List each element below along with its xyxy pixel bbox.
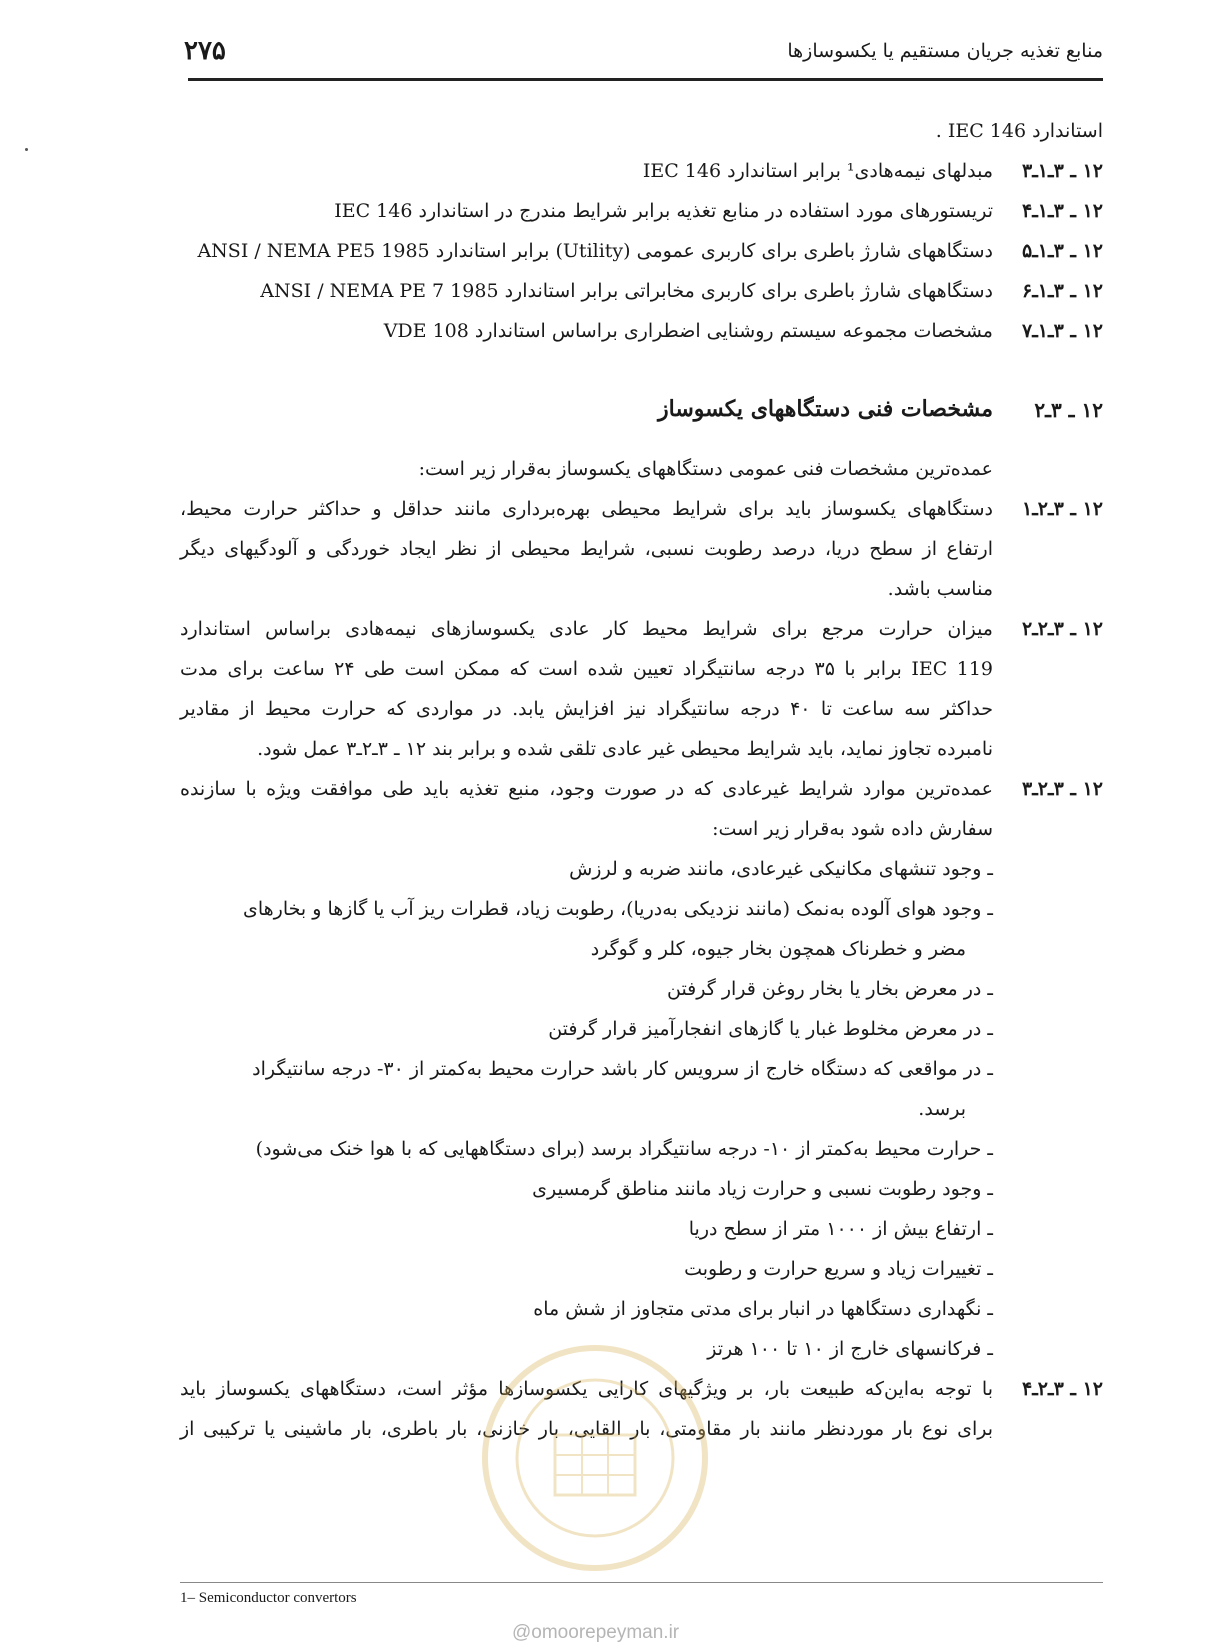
- section-number: ۱۲ ـ ۳ـ۲: [1034, 398, 1103, 422]
- paragraph-line: دستگاههای یکسوساز باید برای شرایط محیطی بهره‌برداری مانند حداقل و حداکثر حرارت محیط،: [180, 498, 993, 520]
- list-item-number: ۱۲ ـ ۳ـ۱ـ۷: [1021, 320, 1103, 342]
- footer-watermark-url: @omoorepeyman.ir: [512, 1622, 680, 1643]
- bullet-item-continuation: مضر و خطرناک همچون بخار جیوه، کلر و گوگرد: [590, 938, 966, 960]
- bullet-item: ـ وجود تنشهای مکانیکی غیرعادی، مانند ضربه و لرزش: [569, 858, 993, 880]
- bullet-item: ـ در معرض مخلوط غبار یا گازهای انفجارآمیز قرار گرفتن: [548, 1018, 993, 1040]
- footnote-rule: [180, 1582, 1103, 1583]
- footnote: 1– Semiconductor convertors: [180, 1590, 357, 1606]
- bullet-item: ـ نگهداری دستگاهها در انبار برای مدتی متجاوز از شش ماه: [533, 1298, 993, 1320]
- paragraph-line: نامبرده تجاوز نماید، باید شرایط محیطی غیر عادی تلقی شده و برابر بند ۱۲ ـ ۳ـ۲ـ۳ عمل شود.: [257, 738, 993, 760]
- bullet-item: ـ ارتفاع بیش از ۱۰۰۰ متر از سطح دریا: [688, 1218, 993, 1240]
- item-number: ۱۲ ـ ۳ـ۲ـ۴: [1021, 1378, 1103, 1400]
- paragraph-line: عمده‌ترین موارد شرایط غیرعادی که در صورت وجود، منبع تغذیه باید طی موافقت ویژه با سازنده: [180, 778, 993, 800]
- paragraph-line: ارتفاع از سطح دریا، درصد رطوبت نسبی، شرایط محیطی از نظر ایجاد خوردگی و آلودگیهای دیگر: [180, 538, 993, 560]
- paragraph-line: برای نوع بار موردنظر مانند بار مقاومتی، بار القایی، بار خازنی، بار باطری، بار ماشینی یا ترکیبی از: [180, 1418, 993, 1440]
- bullet-item: ـ در معرض بخار یا بخار روغن قرار گرفتن: [666, 978, 993, 1000]
- intro-line: استاندارد IEC 146 .: [935, 120, 1103, 142]
- running-header-title: منابع تغذیه جریان مستقیم یا یکسوسازها: [787, 40, 1103, 62]
- list-item-text: دستگاههای شارژ باطری برای کاربری مخابراتی برابر استاندارد ANSI / NEMA PE 7 1985: [260, 280, 993, 302]
- paragraph-line: حداکثر سه ساعت تا ۴۰ درجه سانتیگراد نیز افزایش یابد. در مواردی که حرارت محیط از مقادیر: [180, 698, 993, 720]
- bullet-item: ـ تغییرات زیاد و سریع حرارت و رطوبت: [684, 1258, 993, 1280]
- bullet-item: ـ وجود رطوبت نسبی و حرارت زیاد مانند مناطق گرمسیری: [532, 1178, 993, 1200]
- header-rule: [188, 78, 1103, 81]
- bullet-item: ـ وجود هوای آلوده به‌نمک (مانند نزدیکی به‌دریا)، رطوبت زیاد، قطرات ریز آب یا گازها و بخارهای: [243, 898, 993, 920]
- list-item-text: مشخصات مجموعه سیستم روشنایی اضطراری براساس استاندارد VDE 108: [383, 320, 993, 342]
- list-item-text: تریستورهای مورد استفاده در منابع تغذیه برابر شرایط مندرج در استاندارد IEC 146: [334, 200, 993, 222]
- item-number: ۱۲ ـ ۳ـ۲ـ۳: [1021, 778, 1103, 800]
- list-item-text: دستگاههای شارژ باطری برای کاربری عمومی (Utility) برابر استاندارد ANSI / NEMA PE5 1985: [197, 240, 993, 262]
- paragraph-line: با توجه به‌این‌که طبیعت بار، بر ویژگیهای کارایی یکسوسازها مؤثر است، دستگاههای یکسوساز باید: [180, 1378, 993, 1400]
- paragraph-line: مناسب باشد.: [887, 578, 993, 600]
- list-item-number: ۱۲ ـ ۳ـ۱ـ۶: [1021, 280, 1103, 302]
- paragraph-line: میزان حرارت مرجع برای شرایط محیط کار عادی یکسوسازهای نیمه‌هادی براساس استاندارد: [180, 618, 993, 640]
- bullet-item: ـ حرارت محیط به‌کمتر از ۱۰- درجه سانتیگراد برسد (برای دستگاههایی که با هوا خنک می‌شود): [255, 1138, 993, 1160]
- item-number: ۱۲ ـ ۳ـ۲ـ۲: [1021, 618, 1103, 640]
- paragraph-line: سفارش داده شود به‌قرار زیر است:: [712, 818, 993, 840]
- list-item-number: ۱۲ ـ ۳ـ۱ـ۵: [1021, 240, 1103, 262]
- list-item-number: ۱۲ ـ ۳ـ۱ـ۴: [1021, 200, 1103, 222]
- item-number: ۱۲ ـ ۳ـ۲ـ۱: [1021, 498, 1103, 520]
- bullet-item: ـ در مواقعی که دستگاه خارج از سرویس کار باشد حرارت محیط به‌کمتر از ۳۰- درجه سانتیگراد: [252, 1058, 993, 1080]
- bullet-item-continuation: برسد.: [918, 1098, 966, 1120]
- watermark-seal-icon: [470, 1340, 720, 1575]
- paragraph-line: IEC 119 برابر با ۳۵ درجه سانتیگراد تعیین شده است که ممکن است طی ۲۴ ساعت برای مدت: [180, 658, 993, 680]
- section-intro: عمده‌ترین مشخصات فنی عمومی دستگاههای یکسوساز به‌قرار زیر است:: [418, 458, 993, 480]
- bullet-item: ـ فرکانسهای خارج از ۱۰ تا ۱۰۰ هرتز: [707, 1338, 993, 1360]
- page-number: ۲۷۵: [184, 36, 226, 66]
- list-item-number: ۱۲ ـ ۳ـ۱ـ۳: [1021, 160, 1103, 182]
- section-heading: مشخصات فنی دستگاههای یکسوساز: [658, 396, 993, 422]
- list-item-text: مبدلهای نیمه‌هادی¹ برابر استاندارد IEC 146: [642, 160, 993, 182]
- scan-speck: [25, 148, 28, 151]
